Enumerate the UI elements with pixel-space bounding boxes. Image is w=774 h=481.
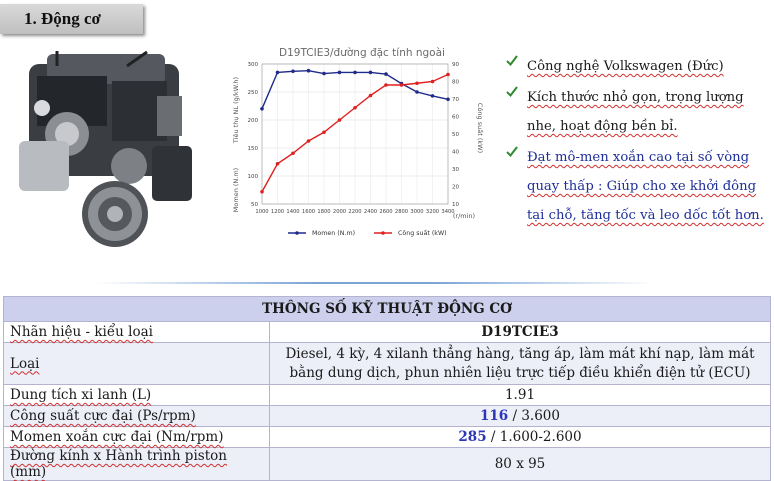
data-point — [276, 162, 280, 166]
divider — [95, 282, 655, 284]
y-left-axis-label: Momen (N.m) — [232, 167, 240, 213]
data-point — [260, 107, 264, 111]
data-point — [291, 69, 295, 73]
feature-text: Công nghệ Volkswagen (Đức) — [527, 59, 724, 74]
spec-value-rest: / 1.600-2.600 — [486, 429, 582, 445]
y-right-tick-label: 30 — [452, 167, 459, 174]
data-point — [276, 71, 280, 75]
y-right-tick-label: 90 — [452, 62, 459, 69]
spec-label: Công suất cực đại (Ps/rpm) — [4, 406, 270, 427]
data-point — [307, 69, 311, 73]
x-tick-label: 2600 — [379, 209, 393, 215]
x-tick-label: 3000 — [410, 209, 424, 215]
data-point — [307, 139, 311, 143]
x-tick-label: 2200 — [348, 209, 362, 215]
spec-table — [3, 296, 771, 481]
data-point — [338, 118, 342, 122]
data-point — [384, 72, 388, 76]
data-point — [369, 71, 373, 75]
spec-value: D19TCIE3 — [270, 322, 771, 343]
table-row — [4, 448, 771, 481]
legend-marker — [381, 231, 385, 235]
data-point — [353, 106, 357, 110]
legend-label: Công suất (kW) — [398, 230, 447, 238]
y-right-tick-label: 60 — [452, 114, 459, 121]
data-point — [353, 71, 357, 75]
feature-item — [505, 143, 767, 230]
y-left-tick-label: 250 — [247, 90, 258, 97]
spec-value: 1.91 — [270, 385, 771, 406]
x-tick-label: 2400 — [363, 209, 378, 215]
data-point — [384, 83, 388, 87]
y-left-tick-label: 150 — [247, 146, 258, 153]
data-point — [369, 94, 373, 98]
x-tick-label: 1600 — [301, 209, 316, 215]
spec-value-highlight: 285 — [458, 429, 487, 445]
engine-characteristic-chart — [222, 40, 484, 245]
spec-label: Momen xoắn cực đại (Nm/rpm) — [4, 427, 270, 448]
x-tick-label: 1000 — [255, 209, 269, 215]
spec-value: 80 x 95 — [270, 448, 771, 481]
data-point — [415, 90, 419, 94]
data-point — [260, 190, 264, 194]
x-tick-label: 2000 — [332, 209, 347, 215]
spec-label: Nhãn hiệu - kiểu loại — [4, 322, 270, 343]
feature-list — [505, 52, 767, 232]
spec-value-highlight: 116 — [480, 408, 509, 424]
data-point — [291, 151, 295, 155]
feature-item — [505, 52, 767, 81]
checkmark-icon — [505, 53, 519, 67]
y-left-tick-label: 300 — [247, 62, 258, 69]
y-right-tick-label: 70 — [452, 97, 459, 104]
y-right-tick-label: 50 — [452, 132, 459, 139]
y-left-axis-label-2: Tiêu thụ NL (g/kW.h) — [232, 76, 240, 144]
data-point — [400, 83, 404, 87]
data-point — [322, 130, 326, 134]
spec-value-rest: / 3.600 — [508, 408, 560, 424]
y-left-tick-label: 200 — [247, 118, 258, 125]
y-left-tick-label: 50 — [251, 202, 258, 209]
data-point — [322, 72, 326, 76]
spec-label: Dung tích xi lanh (L) — [4, 385, 270, 406]
x-tick-label: 1400 — [286, 209, 300, 215]
legend-marker — [295, 231, 299, 235]
data-point — [338, 71, 342, 75]
x-tick-label: 2800 — [394, 209, 409, 215]
y-left-tick-label: 100 — [247, 174, 258, 181]
feature-item — [505, 83, 767, 141]
spec-value: Diesel, 4 kỳ, 4 xilanh thẳng hàng, tăng áp, làm mát khí nạp, làm mát bằng dung dịch, phun nhiên liệu trực tiếp điều khiển điện tử (ECU) — [270, 343, 771, 385]
feature-text: Kích thước nhỏ gọn, trọng lượng nhe, hoạt động bền bỉ. — [527, 90, 744, 134]
x-tick-label: 3200 — [425, 209, 440, 215]
data-point — [446, 97, 450, 101]
data-point — [446, 73, 450, 77]
y-right-tick-label: 20 — [452, 184, 459, 191]
legend-label: Momen (N.m) — [312, 230, 356, 238]
engine-image — [7, 46, 205, 256]
data-point — [431, 80, 435, 84]
spec-label: Đường kính x Hành trình piston (mm) — [4, 448, 270, 481]
table-row — [4, 343, 771, 385]
chart-title: D19TCIE3/đường đặc tính ngoài — [279, 47, 445, 59]
table-row — [4, 406, 771, 427]
spec-label: Loại — [4, 343, 270, 385]
table-row — [4, 427, 771, 448]
y-right-tick-label: 10 — [452, 202, 459, 209]
spec-value — [270, 406, 771, 427]
feature-text: Đạt mô-men xoắn cao tại số vòng quay thấp : Giúp cho xe khởi đông tại chỗ, tăng tốc và leo dốc tốt hơn. — [527, 150, 764, 223]
y-right-tick-label: 40 — [452, 149, 459, 156]
y-right-axis-label: Công suất (kW) — [476, 102, 484, 154]
data-point — [415, 81, 419, 85]
data-point — [431, 94, 435, 98]
y-right-tick-label: 80 — [452, 79, 459, 86]
spec-value — [270, 427, 771, 448]
section-title: 1. Động cơ — [0, 4, 143, 34]
x-tick-label: 1200 — [270, 209, 285, 215]
checkmark-icon — [505, 144, 519, 158]
table-row — [4, 322, 771, 343]
x-tick-label: 1800 — [317, 209, 331, 215]
x-axis-unit: (r/min) — [452, 212, 476, 220]
spec-table-title: THÔNG SỐ KỸ THUẬT ĐỘNG CƠ — [4, 297, 771, 322]
checkmark-icon — [505, 84, 519, 98]
x-tick-label: 3400 — [441, 209, 455, 215]
table-row — [4, 385, 771, 406]
